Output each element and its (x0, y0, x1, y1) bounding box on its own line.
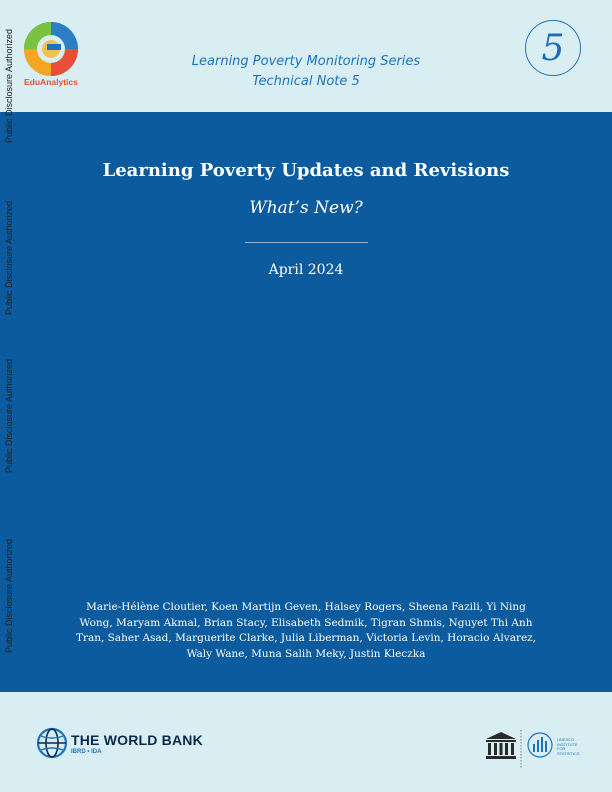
world-bank-logo (36, 727, 216, 761)
disclosure-stamp: Public Disclosure Authorized (4, 538, 14, 654)
title-divider (245, 242, 368, 243)
unesco-uis-logo (485, 728, 585, 768)
series-line-2: Technical Note 5 (252, 74, 360, 89)
logo-text: EduAnalytics (24, 77, 78, 87)
publication-date: April 2024 (268, 262, 344, 278)
author-list: Marie-Hélène Cloutier, Koen Martijn Geven, Halsey Rogers, Sheena Fazili, Yi Ning Wong, Maryam Akmal, Brian Stacy, Elisabeth Sedmik, Tigran Shmis, Nguyet Thi Anh Tran, Saher Asad, Marguerite Clarke, Julia Liberman, Victoria Levin, Horacio Alvarez, Waly Wane, Muna Salih Meky, Justin Kleczka (75, 601, 537, 660)
world-bank-subtitle: IBRD • IDA (71, 749, 102, 755)
document-subtitle: What’s New? (249, 198, 363, 218)
uis-label-line: UNESCO (557, 737, 575, 742)
uis-label-line: STATISTICS (557, 750, 580, 756)
uis-label (557, 738, 580, 756)
disclosure-stamp: Public Disclosure Authorized (4, 358, 14, 474)
world-bank-globe-icon (36, 727, 68, 759)
issue-number-badge (525, 20, 581, 76)
eduanalytics-logo (22, 20, 84, 90)
unesco-temple-icon (486, 732, 516, 759)
disclosure-stamp: Public Disclosure Authorized (4, 200, 14, 316)
world-bank-name: THE WORLD BANK (71, 732, 203, 748)
disclosure-stamp: Public Disclosure Authorized (4, 28, 14, 144)
uis-logo-icon (528, 733, 552, 757)
uis-label-line: FOR (557, 746, 566, 752)
series-title (150, 52, 462, 92)
document-title: Learning Poverty Updates and Revisions (102, 160, 510, 181)
uis-label-line: INSTITUTE (557, 741, 578, 747)
disclosure-margin (0, 0, 26, 792)
issue-number: 5 (541, 28, 565, 69)
series-line-1: Learning Poverty Monitoring Series (191, 54, 421, 69)
